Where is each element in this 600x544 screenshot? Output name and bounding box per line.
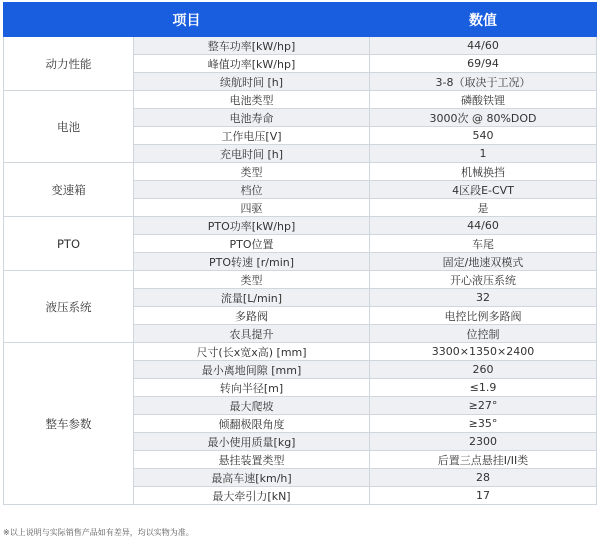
value-cell: 540	[370, 127, 597, 145]
item-cell: 四驱	[134, 199, 370, 217]
value-cell: 3-8（取决于工况）	[370, 73, 597, 91]
value-cell: 17	[370, 487, 597, 505]
item-cell: 悬挂装置类型	[134, 451, 370, 469]
table-row	[4, 37, 597, 55]
value-cell: 3300×1350×2400	[370, 343, 597, 361]
item-cell: 最小离地间隙 [mm]	[134, 361, 370, 379]
item-cell: 续航时间 [h]	[134, 73, 370, 91]
category-cell: 电池	[4, 91, 134, 163]
item-cell: 最大爬坡	[134, 397, 370, 415]
value-cell: ≥35°	[370, 415, 597, 433]
item-cell: 工作电压[V]	[134, 127, 370, 145]
value-cell: 4区段E-CVT	[370, 181, 597, 199]
value-cell: 车尾	[370, 235, 597, 253]
table-row	[4, 163, 597, 181]
value-cell: 69/94	[370, 55, 597, 73]
spec-table	[3, 2, 597, 505]
value-cell: 3000次 @ 80%DOD	[370, 109, 597, 127]
item-cell: 转向半径[m]	[134, 379, 370, 397]
category-cell: 动力性能	[4, 37, 134, 91]
value-cell: 机械换挡	[370, 163, 597, 181]
value-cell: 电控比例多路阀	[370, 307, 597, 325]
value-cell: 后置三点悬挂I/II类	[370, 451, 597, 469]
item-cell: 类型	[134, 271, 370, 289]
value-cell: 位控制	[370, 325, 597, 343]
item-cell: 类型	[134, 163, 370, 181]
item-cell: 最高车速[km/h]	[134, 469, 370, 487]
value-cell: 28	[370, 469, 597, 487]
category-cell: PTO	[4, 217, 134, 271]
value-cell: 1	[370, 145, 597, 163]
item-cell: 峰值功率[kW/hp]	[134, 55, 370, 73]
item-cell: 尺寸(长x宽x高) [mm]	[134, 343, 370, 361]
item-cell: 充电时间 [h]	[134, 145, 370, 163]
item-cell: PTO转速 [r/min]	[134, 253, 370, 271]
footnote: ※以上说明与实际销售产品如有差异，均以实物为准。	[3, 528, 194, 537]
item-cell: 倾翻极限角度	[134, 415, 370, 433]
value-cell: 是	[370, 199, 597, 217]
item-cell: 整车功率[kW/hp]	[134, 37, 370, 55]
table-header-row	[4, 3, 597, 37]
value-cell: 磷酸铁锂	[370, 91, 597, 109]
category-cell: 液压系统	[4, 271, 134, 343]
item-cell: PTO功率[kW/hp]	[134, 217, 370, 235]
category-cell: 变速箱	[4, 163, 134, 217]
value-cell: 44/60	[370, 37, 597, 55]
header-value: 数值	[370, 3, 597, 37]
item-cell: 档位	[134, 181, 370, 199]
item-cell: 最大牵引力[kN]	[134, 487, 370, 505]
value-cell: 2300	[370, 433, 597, 451]
item-cell: 农具提升	[134, 325, 370, 343]
item-cell: 最小使用质量[kg]	[134, 433, 370, 451]
table-row	[4, 91, 597, 109]
value-cell: 260	[370, 361, 597, 379]
value-cell: ≥27°	[370, 397, 597, 415]
item-cell: 多路阀	[134, 307, 370, 325]
category-cell: 整车参数	[4, 343, 134, 505]
value-cell: 32	[370, 289, 597, 307]
table-row	[4, 217, 597, 235]
table-row	[4, 271, 597, 289]
item-cell: 电池寿命	[134, 109, 370, 127]
item-cell: 流量[L/min]	[134, 289, 370, 307]
table-row	[4, 343, 597, 361]
spec-body	[4, 37, 597, 505]
header-item: 项目	[4, 3, 370, 37]
item-cell: PTO位置	[134, 235, 370, 253]
value-cell: 44/60	[370, 217, 597, 235]
value-cell: 固定/地速双模式	[370, 253, 597, 271]
value-cell: 开心液压系统	[370, 271, 597, 289]
value-cell: ≤1.9	[370, 379, 597, 397]
item-cell: 电池类型	[134, 91, 370, 109]
